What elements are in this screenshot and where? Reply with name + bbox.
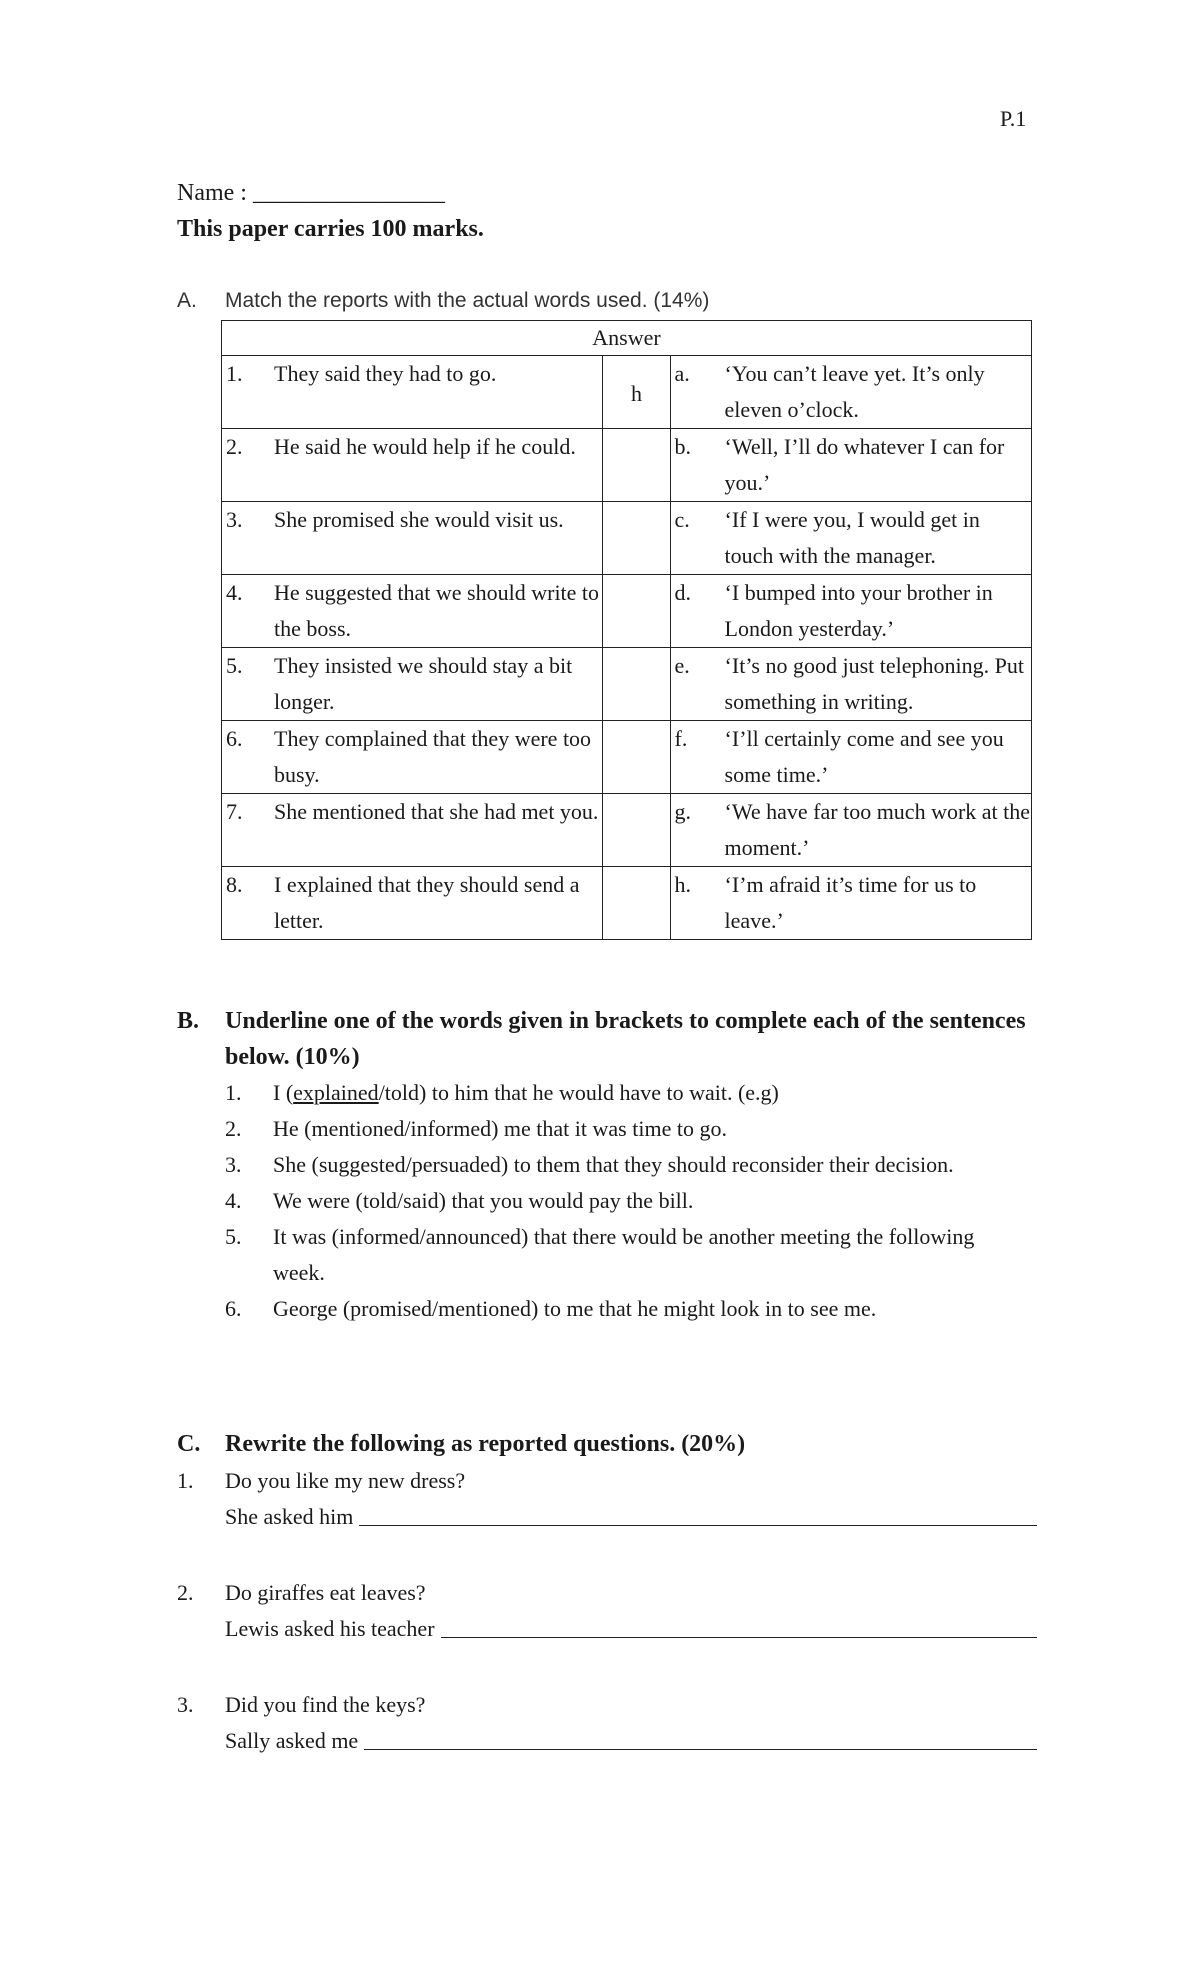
answer-value: h	[631, 381, 642, 406]
answer-line	[177, 1499, 1037, 1535]
words-cell	[670, 575, 1031, 648]
sentence-text: George (promised/mentioned) to me that he might look in to see me.	[273, 1296, 877, 1321]
item-number: 4.	[225, 1188, 242, 1213]
question-line	[177, 1575, 1037, 1611]
report	[222, 429, 602, 465]
item-number: 2.	[177, 1580, 194, 1605]
section-a-letter: A.	[177, 289, 197, 312]
report	[222, 721, 602, 793]
report-cell	[222, 721, 603, 794]
actual-words	[671, 502, 1031, 574]
answer-value	[603, 429, 669, 449]
report	[222, 575, 602, 647]
report	[222, 867, 602, 939]
report-text: He said he would help if he could.	[274, 434, 576, 459]
answer-value	[603, 794, 669, 814]
report-cell	[222, 502, 603, 575]
item-number: 3.	[177, 1692, 194, 1717]
report-text: They said they had to go.	[274, 361, 497, 386]
words-text: ‘I’ll certainly come and see you some time.’	[724, 726, 1004, 787]
section-b-instruction: Underline one of the words given in brackets to complete each of the sentences below. (10%)	[225, 1008, 1026, 1070]
answer-value	[603, 867, 669, 887]
sentence-text: He (mentioned/informed) me that it was time to go.	[273, 1116, 727, 1141]
item-number: 6.	[226, 726, 243, 751]
words-text: ‘I’m afraid it’s time for us to leave.’	[724, 872, 977, 933]
example-post: /told) to him that he would have to wait. (e.g)	[378, 1080, 779, 1105]
answer-blank[interactable]	[364, 1723, 1037, 1750]
actual-words	[671, 794, 1031, 866]
table-row	[222, 429, 1032, 502]
answer-value	[603, 721, 669, 741]
words-cell	[670, 794, 1031, 867]
words-cell	[670, 429, 1031, 502]
section-a-heading	[177, 289, 709, 313]
page-number: P.1	[1000, 106, 1027, 131]
report-text: They complained that they were too busy.	[274, 726, 592, 787]
sentence-text: She (suggested/persuaded) to them that they should reconsider their decision.	[273, 1152, 954, 1177]
option-letter: f.	[674, 726, 688, 751]
words-cell	[670, 356, 1031, 429]
option-letter: b.	[674, 434, 692, 459]
underlined-word: explained	[293, 1080, 379, 1105]
question-text: Do you like my new dress?	[225, 1468, 466, 1493]
item-number: 1.	[226, 361, 243, 386]
actual-words	[671, 721, 1031, 793]
item-number: 4.	[226, 580, 243, 605]
option-letter: g.	[674, 799, 692, 824]
table-row	[222, 648, 1032, 721]
report-cell	[222, 794, 603, 867]
answer-cell[interactable]	[603, 648, 670, 721]
list-item	[225, 1219, 1025, 1291]
section-c-heading	[177, 1426, 745, 1462]
answer-cell[interactable]	[603, 721, 670, 794]
item-number: 5.	[226, 653, 243, 678]
answer-cell[interactable]	[603, 429, 670, 502]
item-number: 8.	[226, 872, 243, 897]
table-header-row	[222, 321, 1032, 356]
words-text: ‘It’s no good just telephoning. Put something in writing.	[724, 653, 1024, 714]
item-number: 3.	[226, 507, 243, 532]
question-text: Do giraffes eat leaves?	[225, 1580, 426, 1605]
actual-words	[671, 356, 1031, 428]
words-text: ‘If I were you, I would get in touch with the manager.	[724, 507, 980, 568]
sentence-text: It was (informed/announced) that there would be another meeting the following week.	[273, 1224, 975, 1285]
question-item	[177, 1687, 1037, 1759]
answer-cell[interactable]	[603, 356, 670, 429]
answer-line	[177, 1723, 1037, 1759]
prompt-text: She asked him	[225, 1504, 354, 1529]
table-row	[222, 794, 1032, 867]
option-letter: h.	[674, 872, 692, 897]
prompt-text: Lewis asked his teacher	[225, 1616, 435, 1641]
list-item	[225, 1147, 1025, 1183]
answer-line	[177, 1611, 1037, 1647]
question-line	[177, 1463, 1037, 1499]
section-a-instruction: Match the reports with the actual words used. (14%)	[225, 289, 710, 312]
words-text: ‘We have far too much work at the moment.’	[724, 799, 1031, 860]
section-b-heading	[177, 1003, 1037, 1075]
words-text: ‘Well, I’ll do whatever I can for you.’	[724, 434, 1005, 495]
section-b-letter: B.	[177, 1008, 200, 1034]
answer-blank[interactable]	[359, 1499, 1037, 1526]
item-number: 6.	[225, 1296, 242, 1321]
report-cell	[222, 429, 603, 502]
question-line	[177, 1687, 1037, 1723]
item-number: 3.	[225, 1152, 242, 1177]
matching-table	[221, 320, 1032, 940]
answer-cell[interactable]	[603, 867, 670, 940]
actual-words	[671, 429, 1031, 501]
answer-blank[interactable]	[441, 1611, 1037, 1638]
list-item	[225, 1111, 1025, 1147]
table-row	[222, 867, 1032, 940]
words-cell	[670, 867, 1031, 940]
words-cell	[670, 721, 1031, 794]
question-text: Did you find the keys?	[225, 1692, 426, 1717]
question-item	[177, 1463, 1037, 1535]
words-cell	[670, 502, 1031, 575]
section-c-letter: C.	[177, 1431, 201, 1457]
answer-value	[603, 575, 669, 595]
option-letter: a.	[674, 361, 690, 386]
section-b-list	[225, 1075, 1025, 1327]
list-item	[225, 1075, 1025, 1111]
actual-words	[671, 575, 1031, 647]
answer-cell[interactable]	[603, 794, 670, 867]
option-letter: d.	[674, 580, 692, 605]
report-cell	[222, 575, 603, 648]
list-item	[225, 1291, 1025, 1327]
table-row	[222, 721, 1032, 794]
list-item	[225, 1183, 1025, 1219]
answer-value	[603, 648, 669, 668]
report-text: I explained that they should send a letter.	[274, 872, 580, 933]
words-text: ‘You can’t leave yet. It’s only eleven o’clock.	[724, 361, 985, 422]
example-pre: I (	[273, 1080, 294, 1105]
question-item	[177, 1575, 1037, 1647]
report	[222, 648, 602, 720]
option-letter: e.	[674, 653, 690, 678]
item-number: 1.	[177, 1468, 194, 1493]
report-cell	[222, 356, 603, 429]
answer-cell[interactable]	[603, 575, 670, 648]
item-number: 2.	[226, 434, 243, 459]
table-row	[222, 356, 1032, 429]
words-cell	[670, 648, 1031, 721]
report-text: They insisted we should stay a bit longer.	[274, 653, 573, 714]
report	[222, 356, 602, 392]
report-text: He suggested that we should write to the boss.	[274, 580, 600, 641]
words-text: ‘I bumped into your brother in London yesterday.’	[724, 580, 993, 641]
item-number: 2.	[225, 1116, 242, 1141]
answer-header: Answer	[222, 321, 1032, 356]
item-number: 1.	[225, 1080, 242, 1105]
report-cell	[222, 867, 603, 940]
report	[222, 794, 602, 830]
actual-words	[671, 867, 1031, 939]
report-text: She mentioned that she had met you.	[274, 799, 599, 824]
example-sentence	[273, 1075, 779, 1111]
marks-note: This paper carries 100 marks.	[177, 216, 484, 242]
option-letter: c.	[674, 507, 690, 532]
answer-value	[603, 502, 669, 522]
report-cell	[222, 648, 603, 721]
report-text: She promised she would visit us.	[274, 507, 564, 532]
table-row	[222, 575, 1032, 648]
section-c-instruction: Rewrite the following as reported questions. (20%)	[225, 1431, 746, 1457]
item-number: 7.	[226, 799, 243, 824]
prompt-text: Sally asked me	[225, 1728, 359, 1753]
table-row	[222, 502, 1032, 575]
name-field[interactable]: Name : ________________	[177, 180, 445, 206]
report	[222, 502, 602, 538]
answer-cell[interactable]	[603, 502, 670, 575]
item-number: 5.	[225, 1224, 242, 1249]
actual-words	[671, 648, 1031, 720]
sentence-text: We were (told/said) that you would pay the bill.	[273, 1188, 694, 1213]
